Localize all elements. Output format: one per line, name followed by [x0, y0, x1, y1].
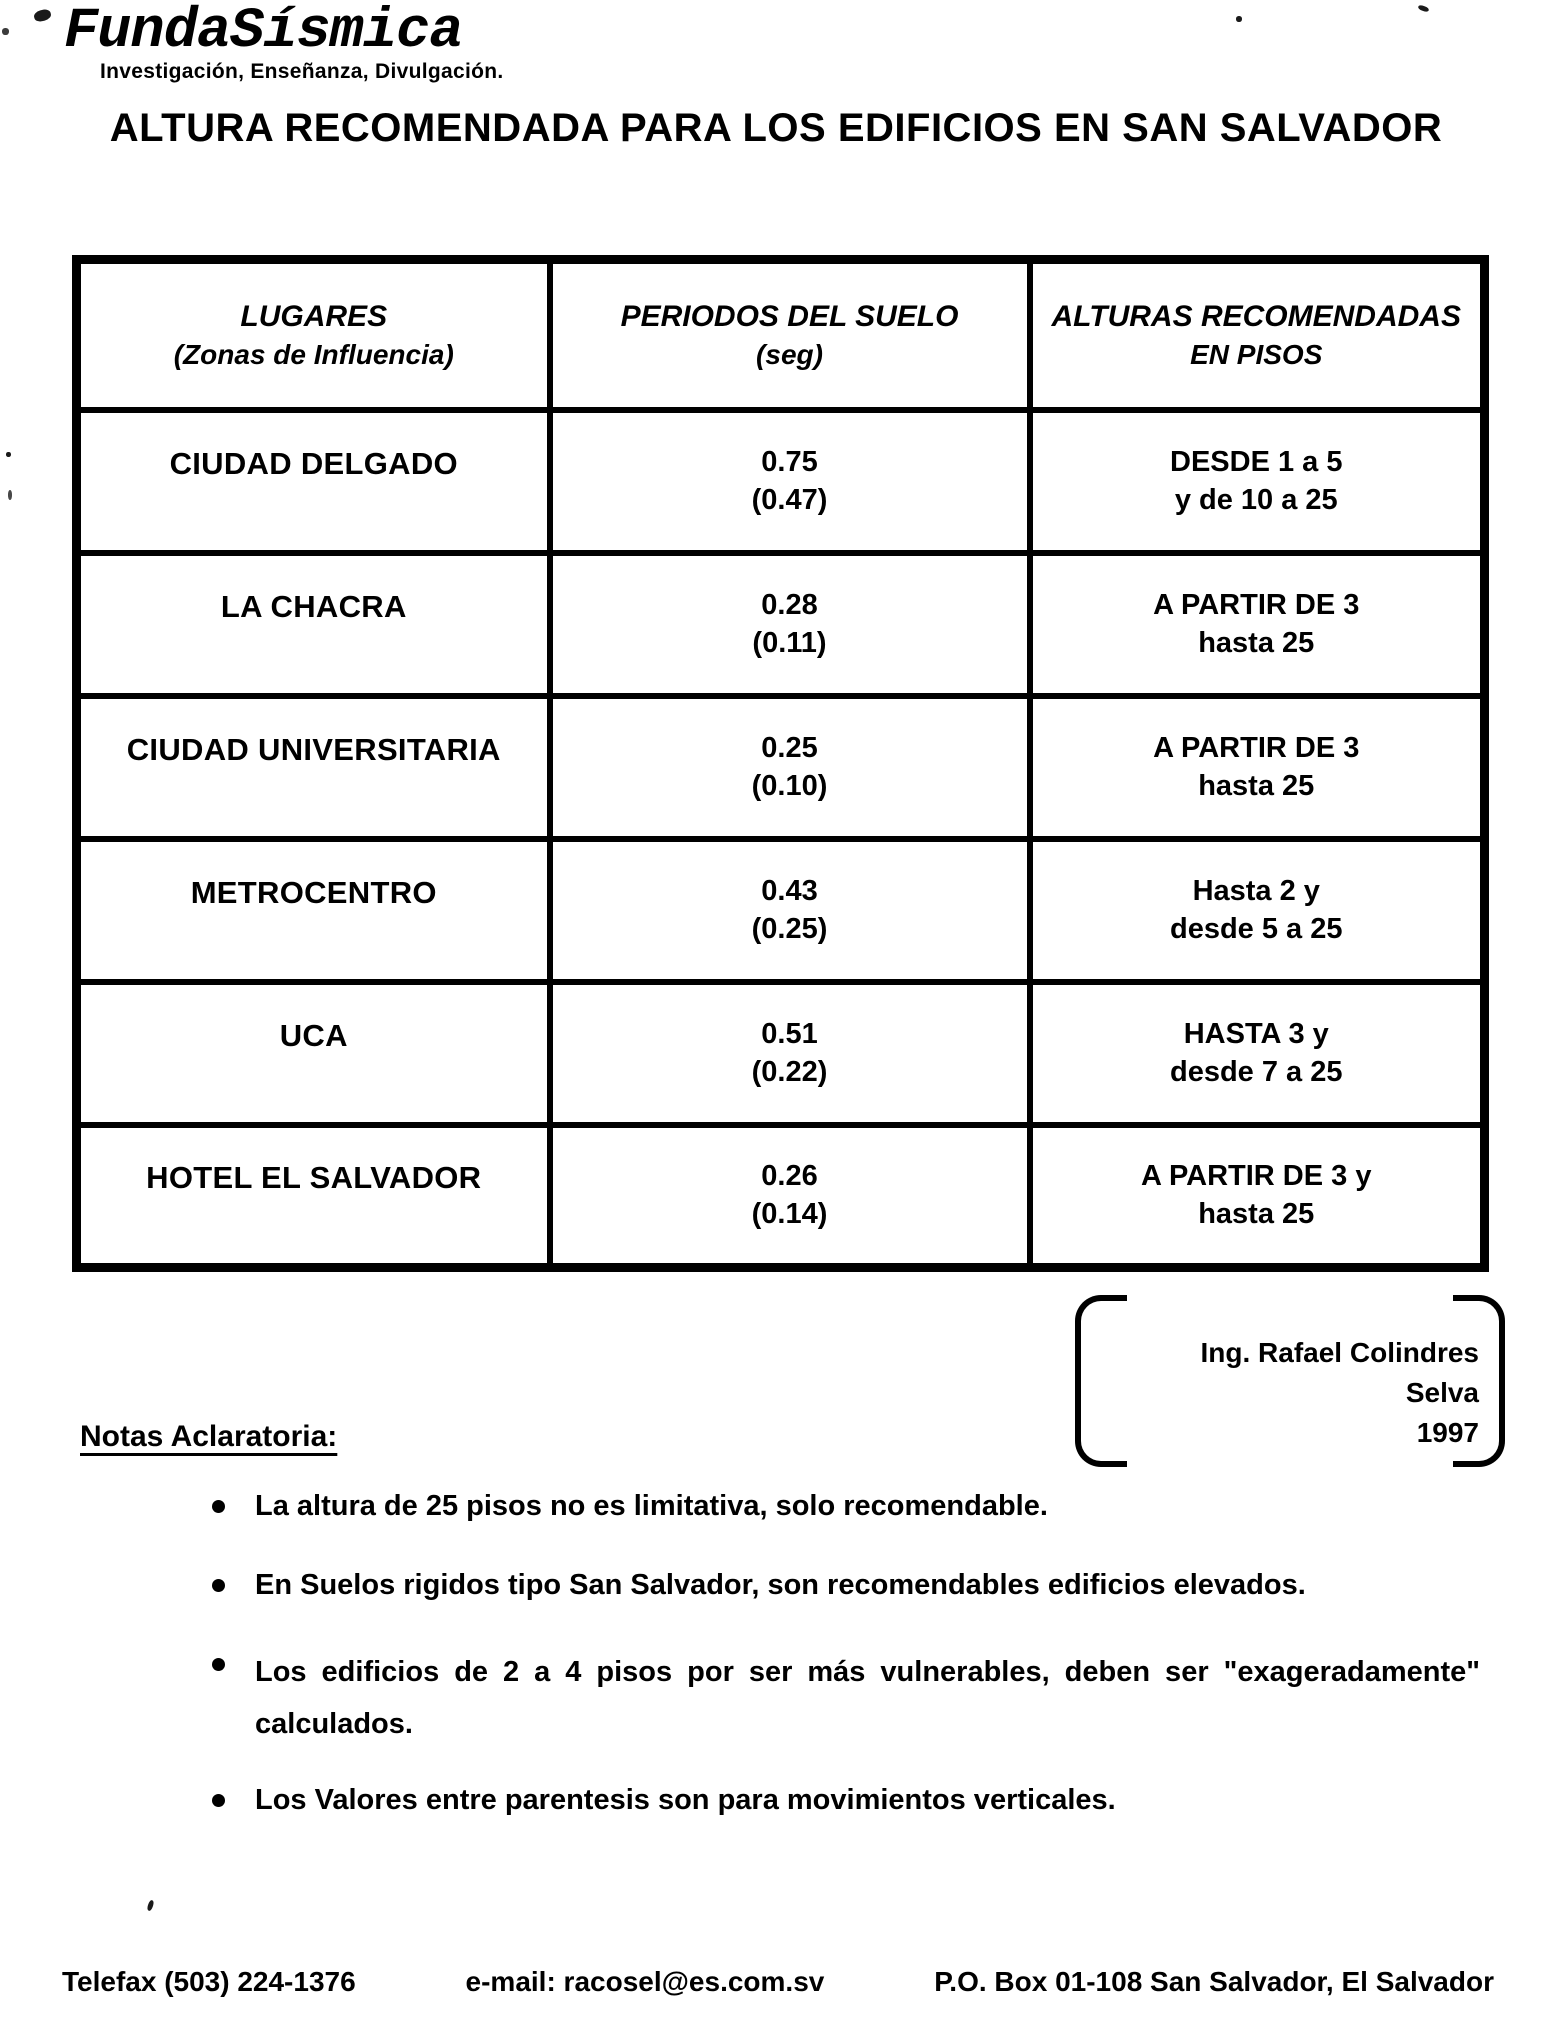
cell-periodo [550, 982, 1030, 1125]
cell-altura [1030, 839, 1485, 982]
bullet-icon [212, 1500, 225, 1513]
list-item [212, 1782, 1480, 1819]
table-row-hotel-el-salvador [77, 1125, 1485, 1268]
bullet-icon [212, 1579, 225, 1592]
cell-lugar: METROCENTRO [77, 839, 550, 982]
altura-line: DESDE 1 a 5 [1170, 446, 1343, 478]
signature-box [1075, 1295, 1505, 1467]
header-line: LUGARES [240, 300, 388, 334]
cell-altura [1030, 1125, 1485, 1268]
altura-line: y de 10 a 25 [1174, 484, 1338, 516]
periodo-value: 0.28 [761, 589, 818, 621]
cell-lugar: UCA [77, 982, 550, 1125]
notes-heading: Notas Aclaratoria: [80, 1420, 338, 1453]
periodo-vertical-value: (0.25) [751, 913, 828, 945]
altura-line: A PARTIR DE 3 y [1141, 1160, 1372, 1193]
list-item [212, 1567, 1480, 1604]
column-header-alturas [1030, 260, 1485, 410]
contact-footer [62, 1966, 1494, 1998]
bullet-icon [212, 1658, 225, 1671]
altura-line: desde 5 a 25 [1170, 913, 1343, 945]
periodo-value: 0.26 [761, 1160, 818, 1193]
altura-line: hasta 25 [1198, 627, 1315, 659]
scan-artifact [6, 452, 11, 457]
cell-altura [1030, 410, 1485, 553]
recommended-heights-table [72, 255, 1489, 1272]
cell-lugar: CIUDAD UNIVERSITARIA [77, 696, 550, 839]
altura-line: HASTA 3 y [1183, 1018, 1329, 1050]
note-text: En Suelos rigidos tipo San Salvador, son recomendables edificios elevados. [255, 1569, 1306, 1601]
cell-periodo [550, 696, 1030, 839]
periodo-vertical-value: (0.22) [751, 1056, 828, 1088]
scan-artifact [1236, 16, 1242, 22]
scan-artifact [146, 1899, 154, 1911]
email-text: e-mail: racosel@es.com.sv [465, 1966, 825, 1997]
signature-year: 1997 [1416, 1417, 1479, 1448]
bullet-icon [212, 1794, 225, 1807]
table-row-ciudad-delgado [77, 410, 1485, 553]
cell-altura [1030, 982, 1485, 1125]
table-row-metrocentro [77, 839, 1485, 982]
cell-periodo [550, 839, 1030, 982]
scan-artifact [2, 28, 9, 35]
cell-lugar: LA CHACRA [77, 553, 550, 696]
table-header-row [77, 260, 1485, 410]
telefax-text: Telefax (503) 224-1376 [62, 1966, 356, 1997]
pobox-text: P.O. Box 01-108 San Salvador, El Salvador [934, 1966, 1494, 1997]
notes-list [212, 1488, 1480, 1861]
header-subline: (Zonas de Influencia) [173, 339, 454, 371]
scan-artifact [8, 490, 12, 500]
list-item [212, 1646, 1480, 1750]
cell-altura [1030, 553, 1485, 696]
periodo-vertical-value: (0.10) [751, 770, 828, 802]
altura-line: Hasta 2 y [1192, 875, 1320, 907]
table-row-la-chacra [77, 553, 1485, 696]
scan-artifact [33, 8, 52, 23]
column-header-lugares [77, 260, 550, 410]
brand-logo: FundaSísmica [64, 0, 463, 64]
periodo-value: 0.25 [761, 732, 818, 764]
signature-name: Ing. Rafael Colindres Selva [1200, 1337, 1479, 1408]
cell-periodo [550, 410, 1030, 553]
left-bracket-decoration [1075, 1295, 1127, 1467]
cell-lugar: HOTEL EL SALVADOR [77, 1125, 550, 1268]
periodo-value: 0.51 [761, 1018, 818, 1050]
cell-altura [1030, 696, 1485, 839]
note-text: Los edificios de 2 a 4 pisos por ser más vulnerables, deben ser "exageradamente" calculados. [255, 1656, 1480, 1740]
header-line: PERIODOS DEL SUELO [620, 300, 959, 334]
scan-artifact [1417, 4, 1429, 12]
page-title: ALTURA RECOMENDADA PARA LOS EDIFICIOS EN SAN SALVADOR [109, 106, 1443, 150]
periodo-vertical-value: (0.14) [751, 1198, 828, 1231]
periodo-vertical-value: (0.47) [751, 484, 828, 516]
list-item [212, 1488, 1480, 1525]
header-subline: EN PISOS [1190, 339, 1323, 371]
brand-tagline: Investigación, Enseñanza, Divulgación. [100, 60, 504, 83]
altura-line: A PARTIR DE 3 [1153, 589, 1360, 621]
altura-line: A PARTIR DE 3 [1153, 732, 1360, 764]
cell-lugar: CIUDAD DELGADO [77, 410, 550, 553]
header-subline: (seg) [756, 339, 823, 371]
note-text: La altura de 25 pisos no es limitativa, solo recomendable. [255, 1490, 1048, 1522]
periodo-value: 0.75 [761, 446, 818, 478]
note-text: Los Valores entre parentesis son para movimientos verticales. [255, 1784, 1116, 1816]
table-row-ciudad-universitaria [77, 696, 1485, 839]
altura-line: hasta 25 [1198, 770, 1315, 802]
periodo-vertical-value: (0.11) [752, 627, 827, 659]
altura-line: hasta 25 [1198, 1198, 1315, 1231]
table-row-uca [77, 982, 1485, 1125]
cell-periodo [550, 1125, 1030, 1268]
column-header-periodos [550, 260, 1030, 410]
periodo-value: 0.43 [761, 875, 818, 907]
cell-periodo [550, 553, 1030, 696]
altura-line: desde 7 a 25 [1170, 1056, 1343, 1088]
header-line: ALTURAS RECOMENDADAS [1051, 300, 1461, 334]
